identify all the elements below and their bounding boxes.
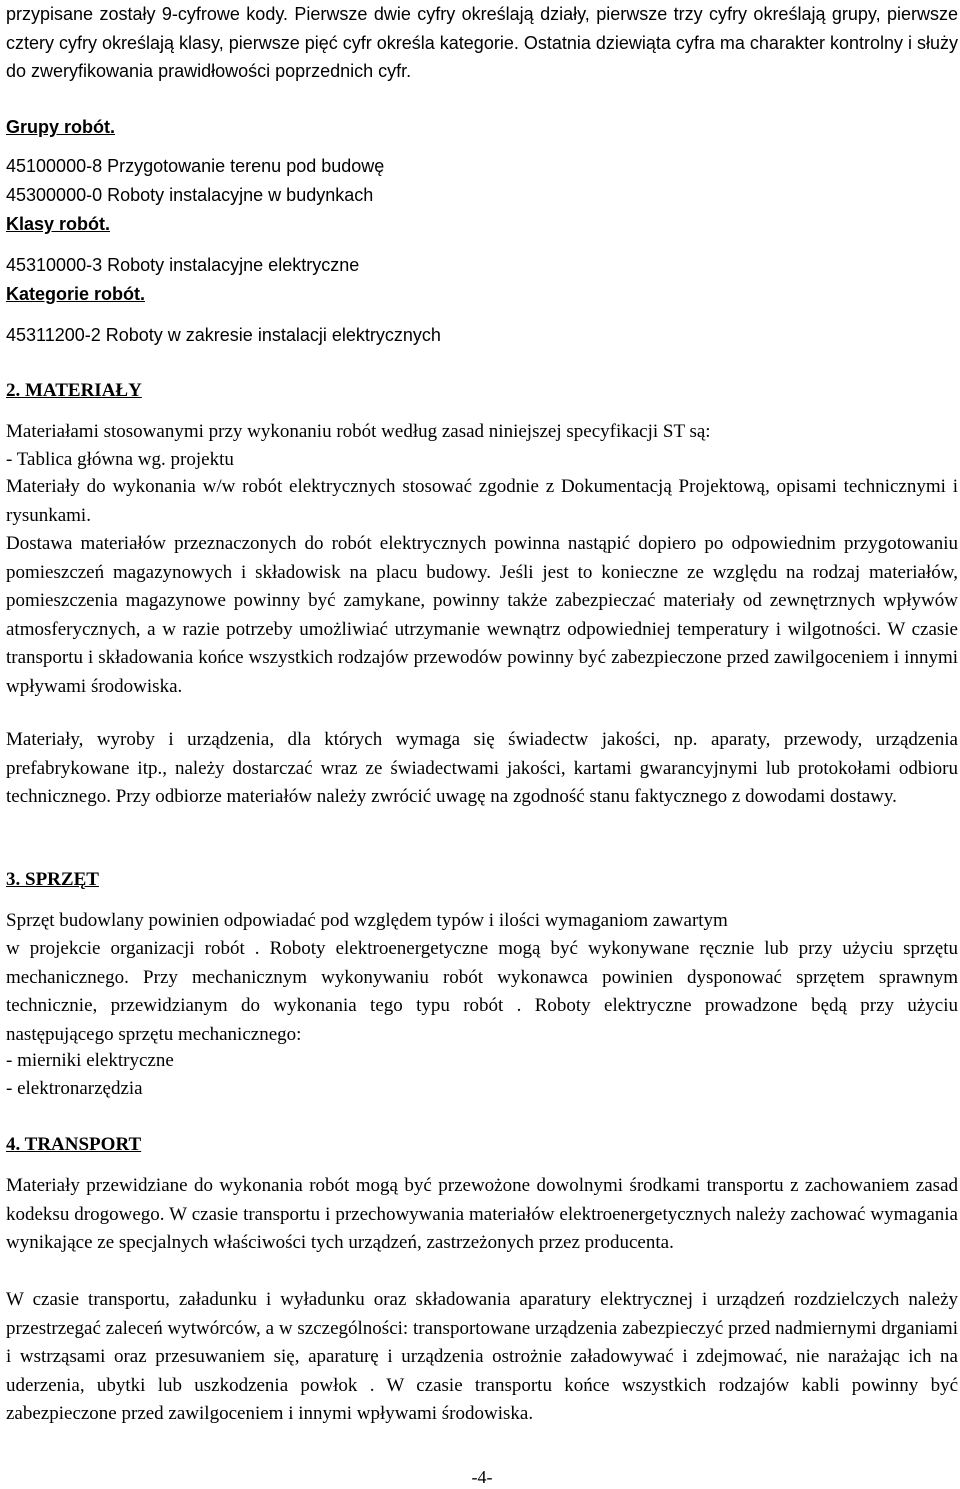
section-heading-equipment: 3. SPRZĘT [6, 869, 99, 890]
category-item: 45311200-2 Roboty w zakresie instalacji elektrycznych [6, 325, 441, 345]
groups-heading: Grupy robót. [6, 117, 115, 137]
materials-paragraph: Materiały do wykonania w/w robót elektrycznych stosować zgodnie z Dokumentacją Projektową, opisami technicznymi i rysunkami. [6, 476, 958, 526]
materials-paragraph: Dostawa materiałów przeznaczonych do robót elektrycznych powinna nastąpić dopiero po odpowiednim przygotowaniu pomieszczeń magazynowych i składowisk na placu budowy. Jeśli jest to konieczne ze względu na rodzaj materiałów, pomieszczenia magazynowe powinny być zamykane, powinny także zabezpieczać materiały od zewnętrznych wpływów atmosferycznych, a w razie potrzeby umożliwiać utrzymanie wewnątrz odpowiedniej temperatury i wilgotności. W czasie transportu i składowania końce wszystkich rodzajów przewodów powinny być zabezpieczone przed zawilgoceniem i innymi wpływami środowiska. [6, 533, 958, 697]
classes-heading: Klasy robót. [6, 214, 111, 234]
page-number: -4- [471, 1467, 493, 1487]
class-item: 45310000-3 Roboty instalacyjne elektryczne [6, 255, 360, 275]
equipment-line: Sprzęt budowlany powinien odpowiadać pod względem typów i ilości wymaganiom zawartym [6, 910, 728, 931]
group-item: 45100000-8 Przygotowanie terenu pod budowę [6, 156, 385, 176]
equipment-paragraph: w projekcie organizacji robót . Roboty elektroenergetyczne mogą być wykonywane ręcznie lub przy użyciu sprzętu mechanicznego. Przy mechanicznym wykonywaniu robót wykonawca powinien dysponować sprzętem sprawnym technicznie, przewidzianym do wykonania tego typu robót . Roboty elektryczne prowadzone będą przy użyciu następującego sprzętu mechanicznego: [6, 938, 958, 1045]
document-page [6, 0, 958, 1489]
section-heading-materials: 2. MATERIAŁY [6, 380, 142, 401]
intro-paragraph: przypisane zostały 9-cyfrowe kody. Pierwsze dwie cyfry określają działy, pierwsze trzy cyfry określają grupy, pierwsze cztery cyfry określają klasy, pierwsze pięć cyfr określa kategorie. Ostatnia dziewiąta cyfra ma charakter kontrolny i służy do zweryfikowania prawidłowości poprzednich cyfr. [6, 4, 959, 81]
transport-paragraph: Materiały przewidziane do wykonania robót mogą być przewożone dowolnymi środkami transportu z zachowaniem zasad kodeksu drogowego. W czasie transportu i przechowywania materiałów elektroenergetycznych należy zachować wymagania wynikające ze specjalnych właściwości tych urządzeń, zastrzeżonych przez producenta. [6, 1175, 958, 1253]
group-item: 45300000-0 Roboty instalacyjne w budynkach [6, 185, 374, 205]
categories-heading: Kategorie robót. [6, 284, 146, 304]
materials-line: Materiałami stosowanymi przy wykonaniu robót według zasad niniejszej specyfikacji ST są: [6, 421, 711, 442]
materials-paragraph: Materiały, wyroby i urządzenia, dla których wymaga się świadectw jakości, np. aparaty, przewody, urządzenia prefabrykowane itp., należy dostarczać wraz ze świadectwami jakości, kartami gwarancyjnymi lub protokołami odbioru technicznego. Przy odbiorze materiałów należy zwrócić uwagę na zgodność stanu faktycznego z dowodami dostawy. [6, 729, 958, 807]
materials-line: - Tablica główna wg. projektu [6, 449, 234, 470]
section-heading-transport: 4. TRANSPORT [6, 1134, 142, 1155]
equipment-list-item: - elektronarzędzia [6, 1078, 143, 1099]
transport-paragraph: W czasie transportu, załadunku i wyładunku oraz składowania aparatury elektrycznej i urządzeń rozdzielczych należy przestrzegać zaleceń wytwórców, a w szczególności: transportowane urządzenia zabezpieczyć przed nadmiernymi drganiami i wstrząsami oraz przesuwaniem się, aparaturę i urządzenia ostrożnie załadowywać i zdejmować, nie narażając ich na uderzenia, ubytki lub uszkodzenia powłok . W czasie transportu końce wszystkich rodzajów kabli powinny być zabezpieczone przed zawilgoceniem i innymi wpływami środowiska. [6, 1289, 958, 1424]
equipment-list-item: - mierniki elektryczne [6, 1050, 174, 1071]
